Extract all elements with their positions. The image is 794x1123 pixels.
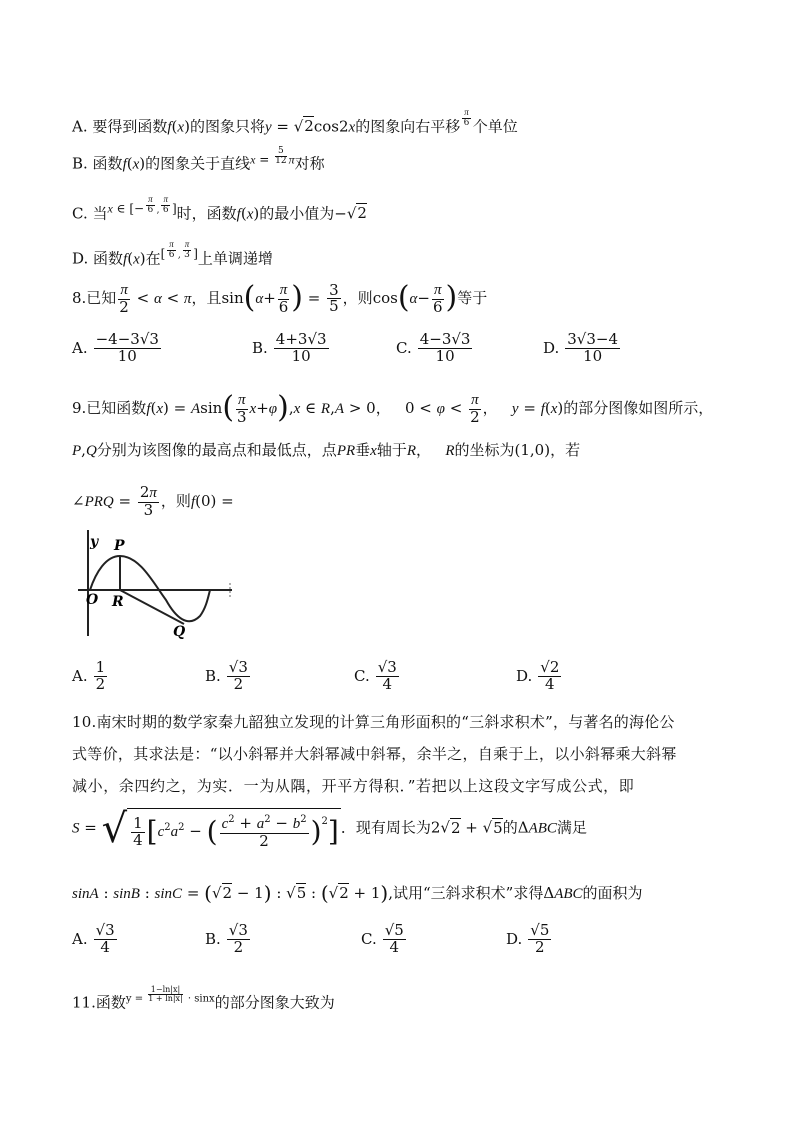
q7-option-c: C. 当$^x$ ∈ [− $\frac{\pi}{6}$ , $\frac{\pi}{6}$ ]时，函数f(x)的最小值为−√2 bbox=[72, 194, 367, 223]
q8-option-d[interactable]: D. $\frac{3√3-4}{10}$ bbox=[543, 330, 619, 365]
label-y: y bbox=[90, 534, 99, 550]
q11-stem: 11.函数$^{y =}$ $\frac{1-\ln|x|}{1 + \ln|x|}$ $^{\cdot sinx}$的部分图象大致为 bbox=[72, 985, 335, 1012]
q7-option-b: B. 函数f(x)的图象关于直线$^x$ = $\frac{5}{12}$ $^\pi$对称 bbox=[72, 146, 325, 173]
label-p: P bbox=[114, 538, 125, 554]
q9-option-a[interactable]: A. $\frac{1}{2}$ bbox=[72, 658, 106, 693]
q9-option-c[interactable]: C. $\frac{√3}{4}$ bbox=[354, 658, 397, 693]
q9-stem: 9.已知函数f(x) = Asin( $\frac{\pi}{3}$ x+φ),x ∈ R,A > 0， 0 < φ < $\frac{\pi}{2}$ ， y = f(x)的部分图像如图所示， bbox=[72, 389, 714, 426]
label-q: Q bbox=[173, 624, 186, 640]
q7-option-d: D. 函数f(x)在[ $\frac{\pi}{6}$ , $\frac{\pi}{3}$ ]上单调递增 bbox=[72, 239, 273, 268]
label-r: R bbox=[112, 594, 124, 610]
q10-line1: 10.南宋时期的数学家秦九韶独立发现的计算三角形面积的“三斜求积术”，与著名的海伦公 bbox=[72, 713, 675, 731]
label-o: O bbox=[86, 592, 99, 608]
q10-line3: 减小，余四约之，为实．一为从隅，开平方得积．”若把以上这段文字写成公式，即 bbox=[72, 777, 635, 795]
q9-stem-line3: ∠PRQ = $\frac{2\pi}{3}$ ，则f(0) = bbox=[72, 483, 234, 519]
q7-option-a: A. 要得到函数f(x)的图象只将y = √2cos2x的图象向右平移 $\frac{\pi}{6}$ 个单位 bbox=[72, 107, 518, 136]
q10-ratio: sinA : sinB : sinC = (√2 − 1) : √5 : (√2 + 1),试用“三斜求积术”求得ΔABC的面积为 bbox=[72, 881, 643, 905]
q10-option-d[interactable]: D. $\frac{√5}{2}$ bbox=[506, 921, 550, 956]
q9-stem-line2: P,Q分别为该图像的最高点和最低点，点PR垂x轴于R， R的坐标为(1,0)，若 bbox=[72, 441, 581, 459]
q10-option-c[interactable]: C. $\frac{√5}{4}$ bbox=[361, 921, 404, 956]
q10-line2: 式等价，其求法是：“以小斜幂并大斜幂减中斜幂，余半之，自乘于上，以小斜幂乘大斜幂 bbox=[72, 745, 677, 763]
q9-option-d[interactable]: D. $\frac{√2}{4}$ bbox=[516, 658, 560, 693]
q8-stem: 8.已知 $\frac{\pi}{2}$ < α < π，且sin(α+ $\frac{\pi}{6}$ ) = $\frac{3}{5}$ ，则cos(α− $\frac{\pi}{6}$ )等于 bbox=[72, 279, 488, 316]
segment-rq bbox=[120, 590, 184, 624]
q8-option-c[interactable]: C. $\frac{4-3√3}{10}$ bbox=[396, 330, 471, 365]
q10-option-a[interactable]: A. $\frac{√3}{4}$ bbox=[72, 921, 115, 956]
q9-option-b[interactable]: B. $\frac{√3}{2}$ bbox=[205, 658, 248, 693]
q8-option-b[interactable]: B. $\frac{4+3√3}{10}$ bbox=[252, 330, 327, 365]
q8-option-a[interactable]: A. $\frac{-4-3√3}{10}$ bbox=[72, 330, 159, 365]
q10-option-b[interactable]: B. $\frac{√3}{2}$ bbox=[205, 921, 248, 956]
q9-sine-graph bbox=[76, 528, 236, 640]
q10-formula: S = √ $\frac{1}{4}$ [$c^2a^2$ − ( $\frac{c^2 + a^2 - b^2}{2}$ )$^2$] ．现有周长为2√2 + √5的ΔABC满足 bbox=[72, 805, 587, 852]
sine-curve bbox=[90, 556, 210, 621]
